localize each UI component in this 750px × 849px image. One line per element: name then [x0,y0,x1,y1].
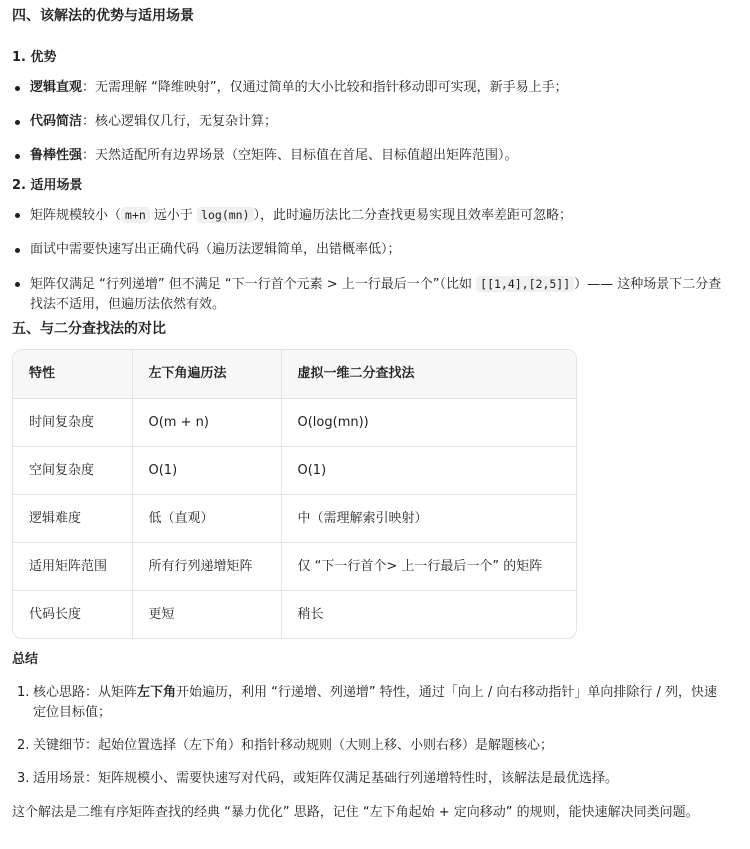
inline-code: [[1,4],[2,5]] [476,276,574,292]
summary-heading: 总结 [12,652,39,667]
list-item: 面试中需要快速写出正确代码（遍历法逻辑简单，出错概率低）； [12,240,732,260]
table-cell: O(log(mn)) [281,399,576,447]
column-header: 虚拟一维二分查找法 [281,350,576,399]
list-item: 3. 适用场景：矩阵规模小、需要快速写对代码，或矩阵仅满足基础行列递增特性时，该解法是最优选择。 [17,771,619,786]
section-5-heading: 五、与二分查找法的对比 [12,321,166,337]
advantages-subheading: 1. 优势 [12,50,57,65]
scenarios-list [12,205,732,329]
table-cell: 稍长 [281,591,576,639]
table-row [13,495,576,543]
table-cell: 适用矩阵范围 [13,543,132,591]
table-cell: O(1) [132,447,281,495]
table-cell: 所有行列递增矩阵 [132,543,281,591]
column-header: 左下角遍历法 [132,350,281,399]
table-cell: 仅 “下一行首个> 上一行最后一个” 的矩阵 [281,543,576,591]
list-item: 代码简洁：核心逻辑仅几行，无复杂计算； [12,112,732,132]
summary-list [12,683,727,802]
table-cell: 代码长度 [13,591,132,639]
comparison-table [12,349,577,639]
table-cell: 时间复杂度 [13,399,132,447]
table-cell: 更短 [132,591,281,639]
list-item: 矩阵规模较小（ m+n 远小于 log(mn) ），此时遍历法比二分查找更易实现且效率差距可忽略； [12,205,732,226]
table-cell: 空间复杂度 [13,447,132,495]
list-item: 矩阵仅满足 “行列递增” 但不满足 “下一行首个元素 > 上一行最后一个”（比如 [[1,4],[2,5]] ）—— 这种场景下二分查找法不适用，但遍历法依然有效。 [12,274,732,315]
table-cell: O(m + n) [132,399,281,447]
table-row [13,591,576,639]
section-4-heading: 四、该解法的优势与适用场景 [12,8,194,24]
column-header: 特性 [13,350,132,399]
closing-paragraph: 这个解法是二维有序矩阵查找的经典 “暴力优化” 思路，记住 “左下角起始 + 定向移动” 的规则，能快速解决同类问题。 [12,805,699,820]
table-cell: 逻辑难度 [13,495,132,543]
table-header-row [13,350,576,399]
table-row [13,399,576,447]
list-item: 2. 关键细节：起始位置选择（左下角）和指针移动规则（大则上移、小则右移）是解题核心； [17,738,554,753]
table-cell: 低（直观） [132,495,281,543]
table-row [13,543,576,591]
inline-code: log(mn) [197,207,253,223]
list-item: 1. 核心思路：从矩阵左下角开始遍历，利用 “行递增、列递增” 特性，通过「向上 / 向右移动指针」单向排除行 / 列，快速定位目标值； [17,685,718,720]
list-item: 逻辑直观：无需理解 “降维映射”，仅通过简单的大小比较和指针移动即可实现，新手易上手； [12,78,732,98]
table-cell: 中（需理解索引映射） [281,495,576,543]
table-row [13,447,576,495]
advantages-list [12,78,732,180]
table-cell: O(1) [281,447,576,495]
scenarios-subheading: 2. 适用场景 [12,178,83,193]
list-item: 鲁棒性强：天然适配所有边界场景（空矩阵、目标值在首尾、目标值超出矩阵范围）。 [12,146,732,166]
inline-code: m+n [121,207,150,223]
